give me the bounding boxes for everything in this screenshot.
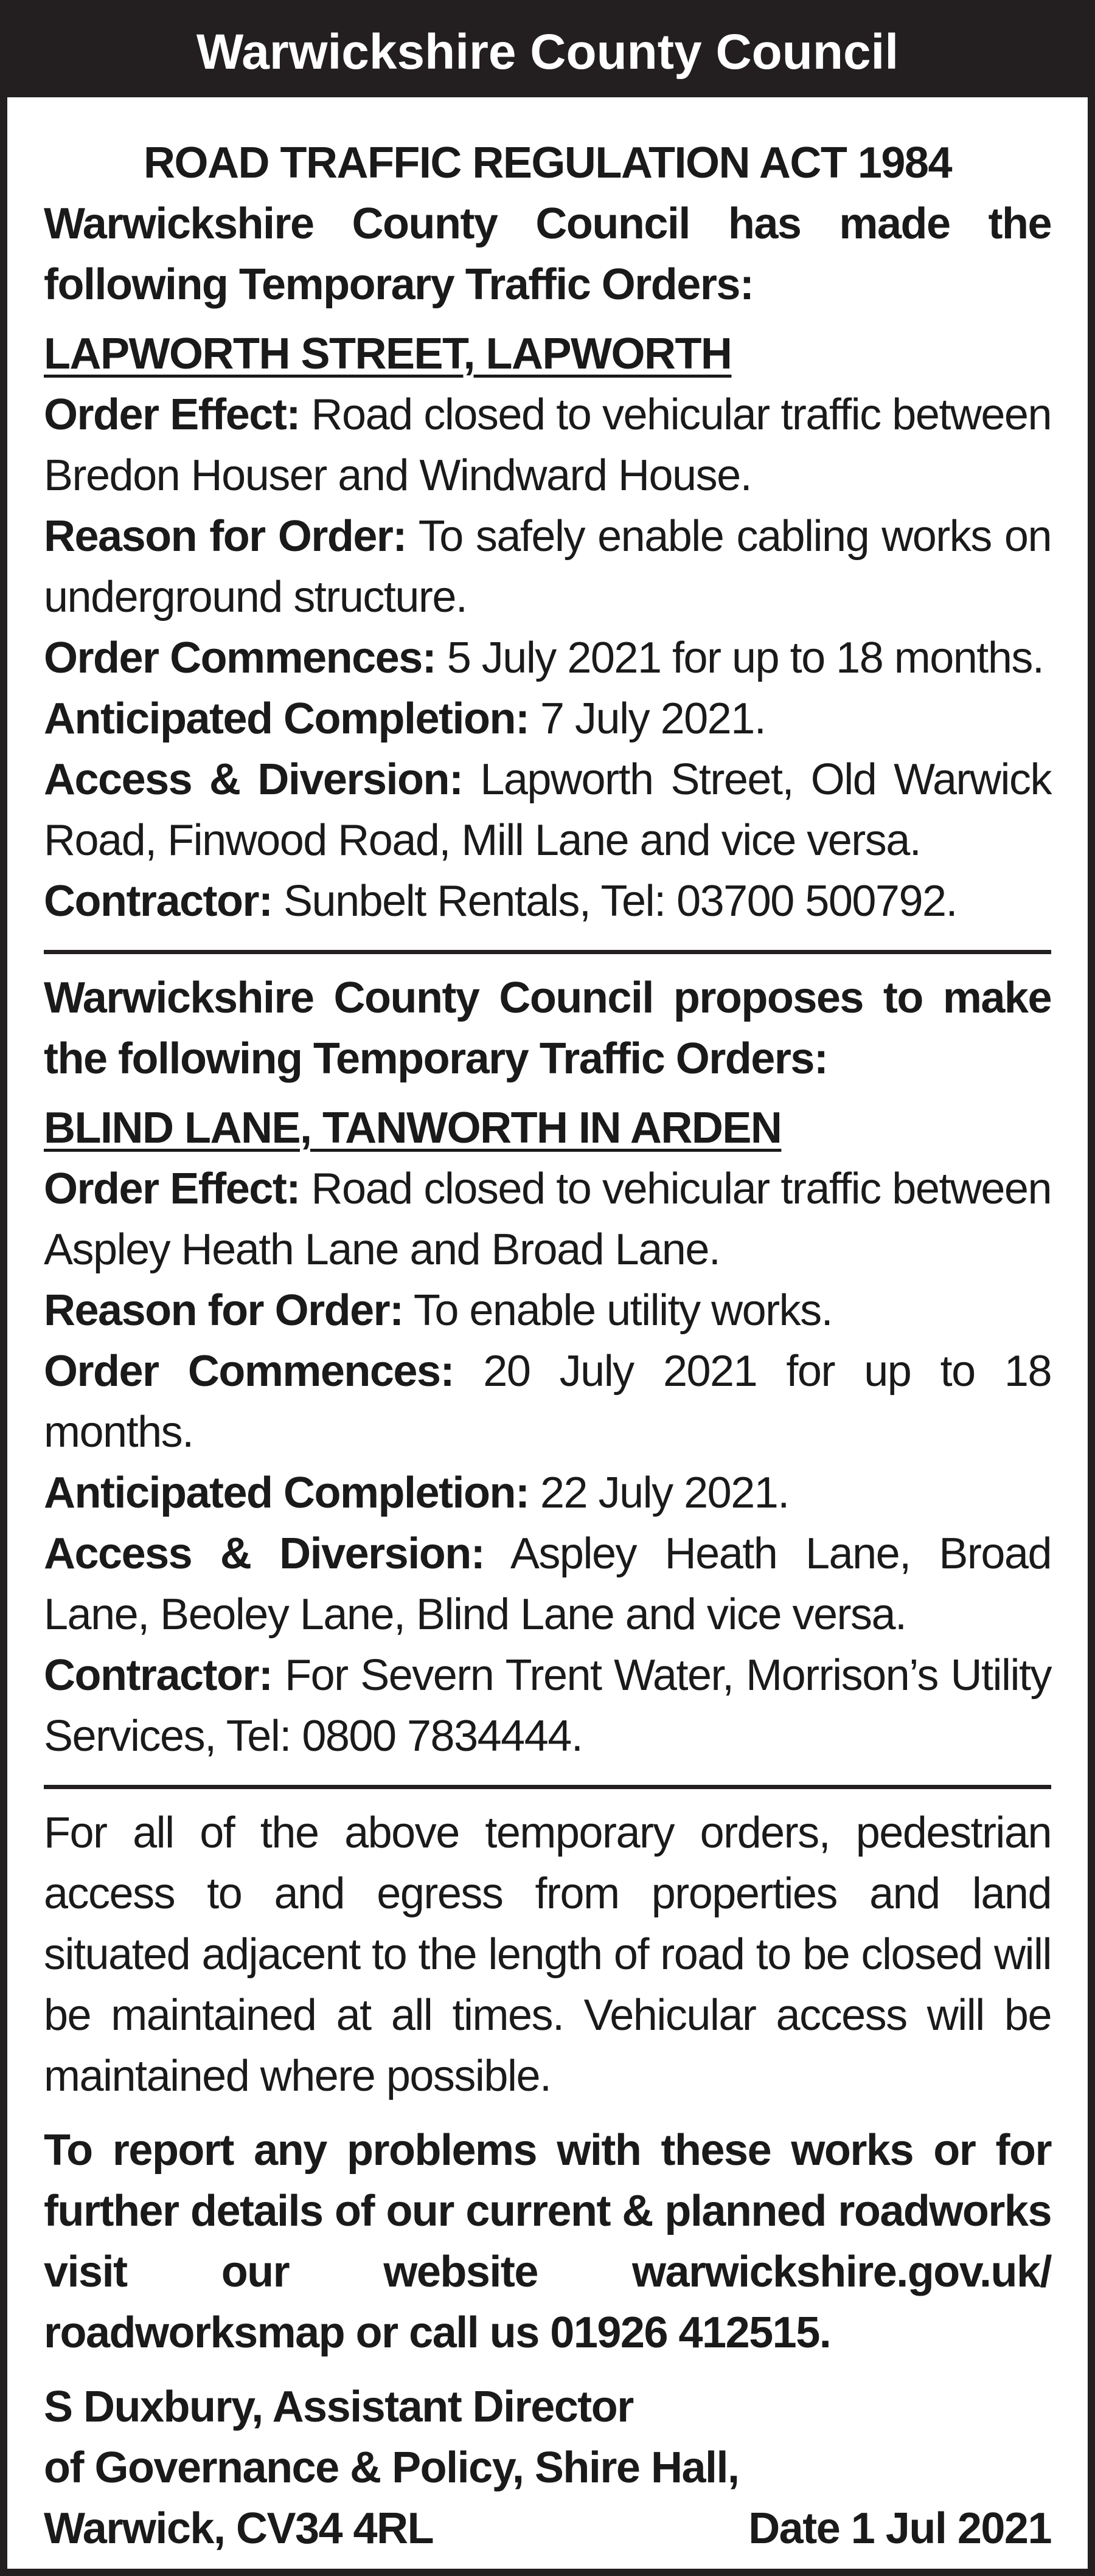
- notice-body: [7, 97, 1088, 2559]
- divider: [44, 1785, 1051, 1789]
- signature-address: Warwick, CV34 4RL: [44, 2504, 434, 2553]
- order2-access-label: Access & Diversion:: [44, 1529, 485, 1578]
- order1-contractor-label: Contractor:: [44, 877, 273, 926]
- order1-effect-text: Road closed to vehicular traffic between Bredon Houser and Windward House.: [44, 390, 1052, 500]
- order1-heading: LAPWORTH STREET, LAPWORTH: [44, 330, 732, 378]
- report-problems-note: To report any problems with these works or for further details of our current & planned roadworks visit our website warwickshire.gov.uk/ roadworksmap or call us 01926 412515.: [44, 2126, 1051, 2357]
- order2-reason-text: To enable utility works.: [403, 1286, 833, 1335]
- order2-effect-label: Order Effect:: [44, 1165, 300, 1213]
- order2-commences-text: 20 July 2021 for up to 18 months.: [44, 1347, 1051, 1456]
- order2-access-text: Aspley Heath Lane, Broad Lane, Beoley Lane, Blind Lane and vice versa.: [44, 1529, 1051, 1639]
- signature-block: [44, 2377, 1051, 2559]
- order2-contractor: [44, 1645, 1051, 1767]
- order2-completion-text: 22 July 2021.: [529, 1469, 789, 1517]
- order1-commences-text: 5 July 2021 for up to 18 months.: [436, 634, 1044, 682]
- order1-reason: [44, 506, 1051, 628]
- order2-heading: BLIND LANE, TANWORTH IN ARDEN: [44, 1104, 782, 1152]
- notice-date: Date 1 Jul 2021: [748, 2504, 1051, 2553]
- order2-access: [44, 1523, 1051, 1645]
- order1-effect: [44, 384, 1051, 506]
- order1-completion: [44, 688, 1051, 749]
- order2-reason: [44, 1280, 1051, 1341]
- order2-commences-label: Order Commences:: [44, 1347, 454, 1396]
- signature-line2: of Governance & Policy, Shire Hall,: [44, 2443, 739, 2492]
- order1-commences-label: Order Commences:: [44, 634, 436, 682]
- council-title: Warwickshire County Council: [196, 24, 899, 80]
- proposes-orders-intro: Warwickshire County Council proposes to make the following Temporary Traffic Orders:: [44, 974, 1051, 1083]
- order1-contractor: [44, 871, 1051, 932]
- order2-completion-label: Anticipated Completion:: [44, 1469, 529, 1517]
- order2-effect: [44, 1158, 1051, 1280]
- notice-masthead: [7, 7, 1088, 97]
- order1-commences: [44, 628, 1051, 688]
- made-orders-intro: Warwickshire County Council has made the following Temporary Traffic Orders:: [44, 199, 1051, 309]
- order2-contractor-label: Contractor:: [44, 1651, 273, 1700]
- act-title: ROAD TRAFFIC REGULATION ACT 1984: [143, 139, 952, 187]
- order2-heading-line: [44, 1098, 1051, 1158]
- general-access-note: For all of the above temporary orders, pedestrian access to and egress from properties and land situated adjacent to the length of road to be closed will be maintained at all times. Vehicular access will be maintained where possible.: [44, 1809, 1051, 2100]
- order1-completion-label: Anticipated Completion:: [44, 694, 529, 743]
- signature-line1: S Duxbury, Assistant Director: [44, 2383, 633, 2431]
- order2-reason-label: Reason for Order:: [44, 1286, 403, 1335]
- order1-contractor-text: Sunbelt Rentals, Tel: 03700 500792.: [272, 877, 958, 926]
- order1-heading-line: [44, 324, 1051, 384]
- order2-effect-text: Road closed to vehicular traffic between Aspley Heath Lane and Broad Lane.: [44, 1165, 1052, 1274]
- order1-completion-text: 7 July 2021.: [529, 694, 766, 743]
- order1-access-text: Lapworth Street, Old Warwick Road, Finwood Road, Mill Lane and vice versa.: [44, 755, 1051, 865]
- order1-access: [44, 749, 1051, 871]
- order1-reason-label: Reason for Order:: [44, 512, 406, 561]
- order2-contractor-text: For Severn Trent Water, Morrison’s Utility Services, Tel: 0800 7834444.: [44, 1651, 1051, 1761]
- order2-completion: [44, 1463, 1051, 1523]
- order1-reason-text: To safely enable cabling works on underground structure.: [44, 512, 1051, 621]
- signature-line3: [44, 2498, 1051, 2559]
- divider: [44, 950, 1051, 954]
- order2-commences: [44, 1341, 1051, 1463]
- order1-effect-label: Order Effect:: [44, 390, 300, 439]
- order1-access-label: Access & Diversion:: [44, 755, 463, 804]
